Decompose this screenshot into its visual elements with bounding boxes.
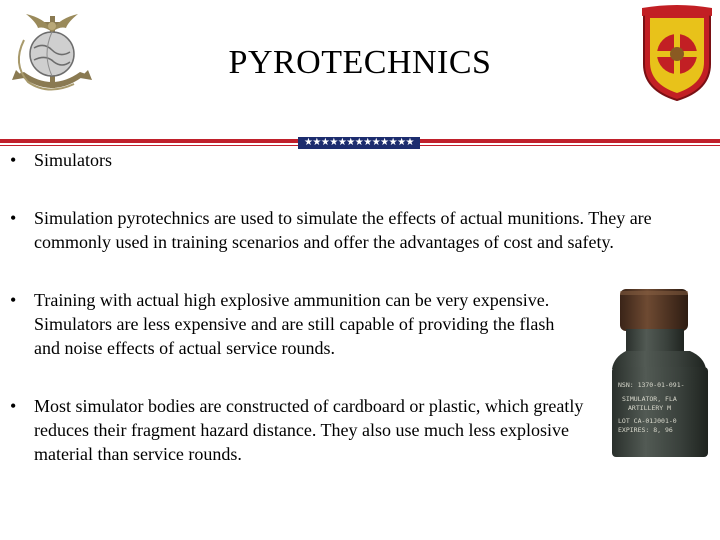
page-title: PYROTECHNICS	[228, 44, 492, 81]
bullet-simulation-purpose	[10, 206, 710, 254]
bullet-marker: •	[10, 290, 17, 310]
divider-stars: ★★★★★★★★★★★★★	[298, 137, 420, 149]
bullet-simulator-bodies	[10, 394, 600, 466]
bullet-text: Training with actual high explosive ammunition can be very expensive. Simulators are less expensive and are still capable of providing the flash and noise effects of actual service rounds.	[34, 290, 555, 358]
divider-rule-left	[0, 139, 298, 143]
divider-rule-left-thin	[0, 145, 298, 146]
canister-label-line4: LOT CA-01J001-0	[618, 417, 677, 425]
bullet-text: Simulators	[34, 150, 113, 170]
canister-label-line3: ARTILLERY M	[628, 404, 672, 412]
divider-rule-right-thin	[420, 145, 720, 146]
canister-label-line5: EXPIRES: 8, 96	[618, 426, 673, 434]
bullet-text: Simulation pyrotechnics are used to simulate the effects of actual munitions. They are commonly used in training scenarios and offer the advantages of cost and safety.	[34, 208, 652, 252]
simulator-canister-photo	[606, 287, 714, 459]
divider-rule-right	[420, 139, 720, 143]
unit-insignia-icon	[638, 4, 716, 102]
canister-label-line2: SIMULATOR, FLA	[622, 395, 677, 403]
canister-label-line1: NSN: 1370-01-091-	[618, 381, 685, 389]
bullet-simulators	[10, 148, 334, 172]
bullet-marker: •	[10, 208, 17, 228]
bullet-text: Most simulator bodies are constructed of cardboard or plastic, which greatly reduces their fragment hazard distance. They also use much less explosive material than service rounds.	[34, 396, 584, 464]
bullet-marker: •	[10, 150, 17, 170]
bullet-marker: •	[10, 396, 17, 416]
bullet-training-cost	[10, 288, 570, 360]
